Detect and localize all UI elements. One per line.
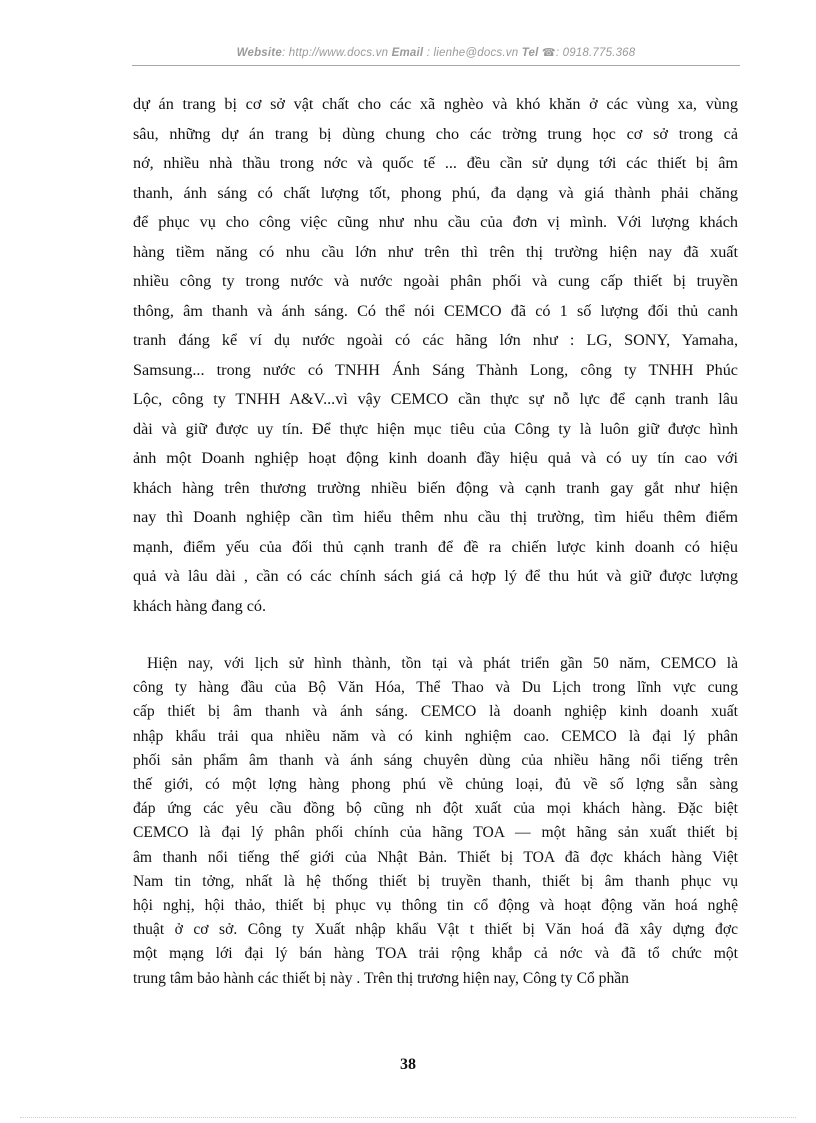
paragraph1-line: khách hàng trên thương trường nhiều biến động và cạnh tranh gay gắt như hiện xyxy=(133,478,738,497)
paragraph2-line: thế giới, có một lợng hàng phong phú về chủng loại, đủ về số lợng sẵn sàng xyxy=(133,776,738,794)
paragraph-1 xyxy=(133,90,738,621)
paragraph1-line: nớ, nhiều nhà thầu trong nớc và quốc tế ... đều cần sử dụng tới các thiết bị âm xyxy=(133,154,738,172)
paragraph1-line: tranh đáng kể ví dụ nước ngoài có các hãng lớn như : LG, SONY, Yamaha, xyxy=(133,331,738,349)
paragraph1-line: thanh, ánh sáng có chất lượng tốt, phong phú, đa dạng và giá thành phải chăng xyxy=(133,183,738,202)
paragraph2-line: hội nghị, hội thảo, thiết bị phục vụ thông tin cổ động và hoạt động văn hoá nghệ xyxy=(133,897,738,915)
paragraph2-line: cấp thiết bị âm thanh và ánh sáng. CEMCO là doanh nghiệp kinh doanh xuất xyxy=(133,703,738,721)
paragraph2-line: trung tâm bảo hành các thiết bị này . Trên thị trương hiện nay, Công ty Cổ phần xyxy=(133,969,629,987)
paragraph1-line: nay thì Doanh nghiệp cần tìm hiểu thêm nhu cầu thị trường, tìm hiểu thêm điểm xyxy=(133,508,738,526)
paragraph1-line: quả và lâu dài , cần có các chính sách giá cả hợp lý để thu hút và giữ được lượng xyxy=(133,567,738,585)
paragraph1-line: sâu, những dự án trang bị dùng chung cho các trờng trung học cơ sở trong cả xyxy=(133,124,738,143)
email-address: : lienhe@docs.vn xyxy=(426,47,519,59)
paragraph1-line: để phục vụ cho công việc cũng như nhu cầu của đơn vị mình. Với lượng khách xyxy=(133,213,738,231)
paragraph1-line: khách hàng đang có. xyxy=(133,596,267,615)
paragraph2-line: phối sản phẩm âm thanh và ánh sáng chuyên dùng của nhiều hãng nổi tiếng trên xyxy=(133,751,738,769)
email-label: Email xyxy=(391,47,424,59)
paragraph2-line: nhập khẩu trải qua nhiều năm và có kinh nghiệm cao. CEMCO là đại lý phân xyxy=(133,727,738,745)
paragraph1-line: ảnh một Doanh nghiệp hoạt động kinh doanh đầy hiệu quả và có uy tín cao với xyxy=(133,449,738,467)
paragraph2-line: một mạng lới đại lý bán hàng TOA trải rộng khắp cả nớc và đã tổ chức một xyxy=(133,945,738,963)
paragraph2-line: Hiện nay, với lịch sử hình thành, tồn tại và phát triển gần 50 năm, CEMCO là xyxy=(147,655,738,672)
paragraph1-line: Lộc, công ty TNHH A&V...vì vậy CEMCO cần thực sự nỗ lực để cạnh tranh lâu xyxy=(133,390,738,408)
paragraph1-line: hàng tiềm năng có nhu cầu lớn như trên thì trên thị trường hiện nay đã xuất xyxy=(133,242,738,261)
paragraph2-line: Nam tin tởng, nhất là hệ thống thiết bị truyền thanh, thiết bị âm thanh phục vụ xyxy=(133,872,738,890)
paragraph-2 xyxy=(133,652,738,991)
tel-number: : 0918.775.368 xyxy=(555,47,636,59)
paragraph2-line: thuật ở cơ sở. Công ty Xuất nhập khẩu Vật t thiết bị Văn hoá đã xây dựng đợc xyxy=(133,921,738,939)
tel-label: Tel xyxy=(521,47,539,59)
paragraph1-line: mạnh, điểm yếu của đối thủ cạnh tranh để đề ra chiến lược kinh doanh có hiệu xyxy=(133,537,738,556)
website-label: Website xyxy=(236,47,282,59)
header-divider xyxy=(132,65,740,66)
paragraph2-line: CEMCO là đại lý phân phối chính của hãng TOA — một hãng sản xuất thiết bị xyxy=(133,824,738,842)
page-number: 38 xyxy=(400,1056,416,1073)
paragraph2-line: âm thanh nổi tiếng thế giới của Nhật Bản. Thiết bị TOA đã đợc khách hàng Việt xyxy=(133,848,738,866)
paragraph1-line: dự án trang bị cơ sở vật chất cho các xã nghèo và khó khăn ở các vùng xa, vùng xyxy=(133,95,738,113)
paragraph1-line: thông, âm thanh và ánh sáng. Có thể nói CEMCO đã có 1 số lượng đối thủ canh xyxy=(133,301,738,320)
paragraph1-line: nhiều công ty trong nước và nước ngoài phân phối và cung cấp thiết bị truyền xyxy=(133,272,738,290)
phone-icon: ☎ xyxy=(541,47,556,59)
paragraph2-line: đáp ứng các yêu cầu đồng bộ cũng nh đột xuất của mọi khách hàng. Đặc biệt xyxy=(133,800,738,818)
website-url: : http://www.docs.vn xyxy=(281,47,389,59)
footer-divider xyxy=(20,1117,796,1118)
page-header xyxy=(132,46,740,66)
paragraph2-line: công ty hàng đầu của Bộ Văn Hóa, Thể Thao và Du Lịch trong lĩnh vực cung xyxy=(133,679,738,697)
paragraph1-line: dài và giữ được uy tín. Để thực hiện mục tiêu của Công ty là luôn giữ được hình xyxy=(133,419,738,438)
paragraph1-line: Samsung... trong nước có TNHH Ánh Sáng Thành Long, công ty TNHH Phúc xyxy=(133,360,738,379)
